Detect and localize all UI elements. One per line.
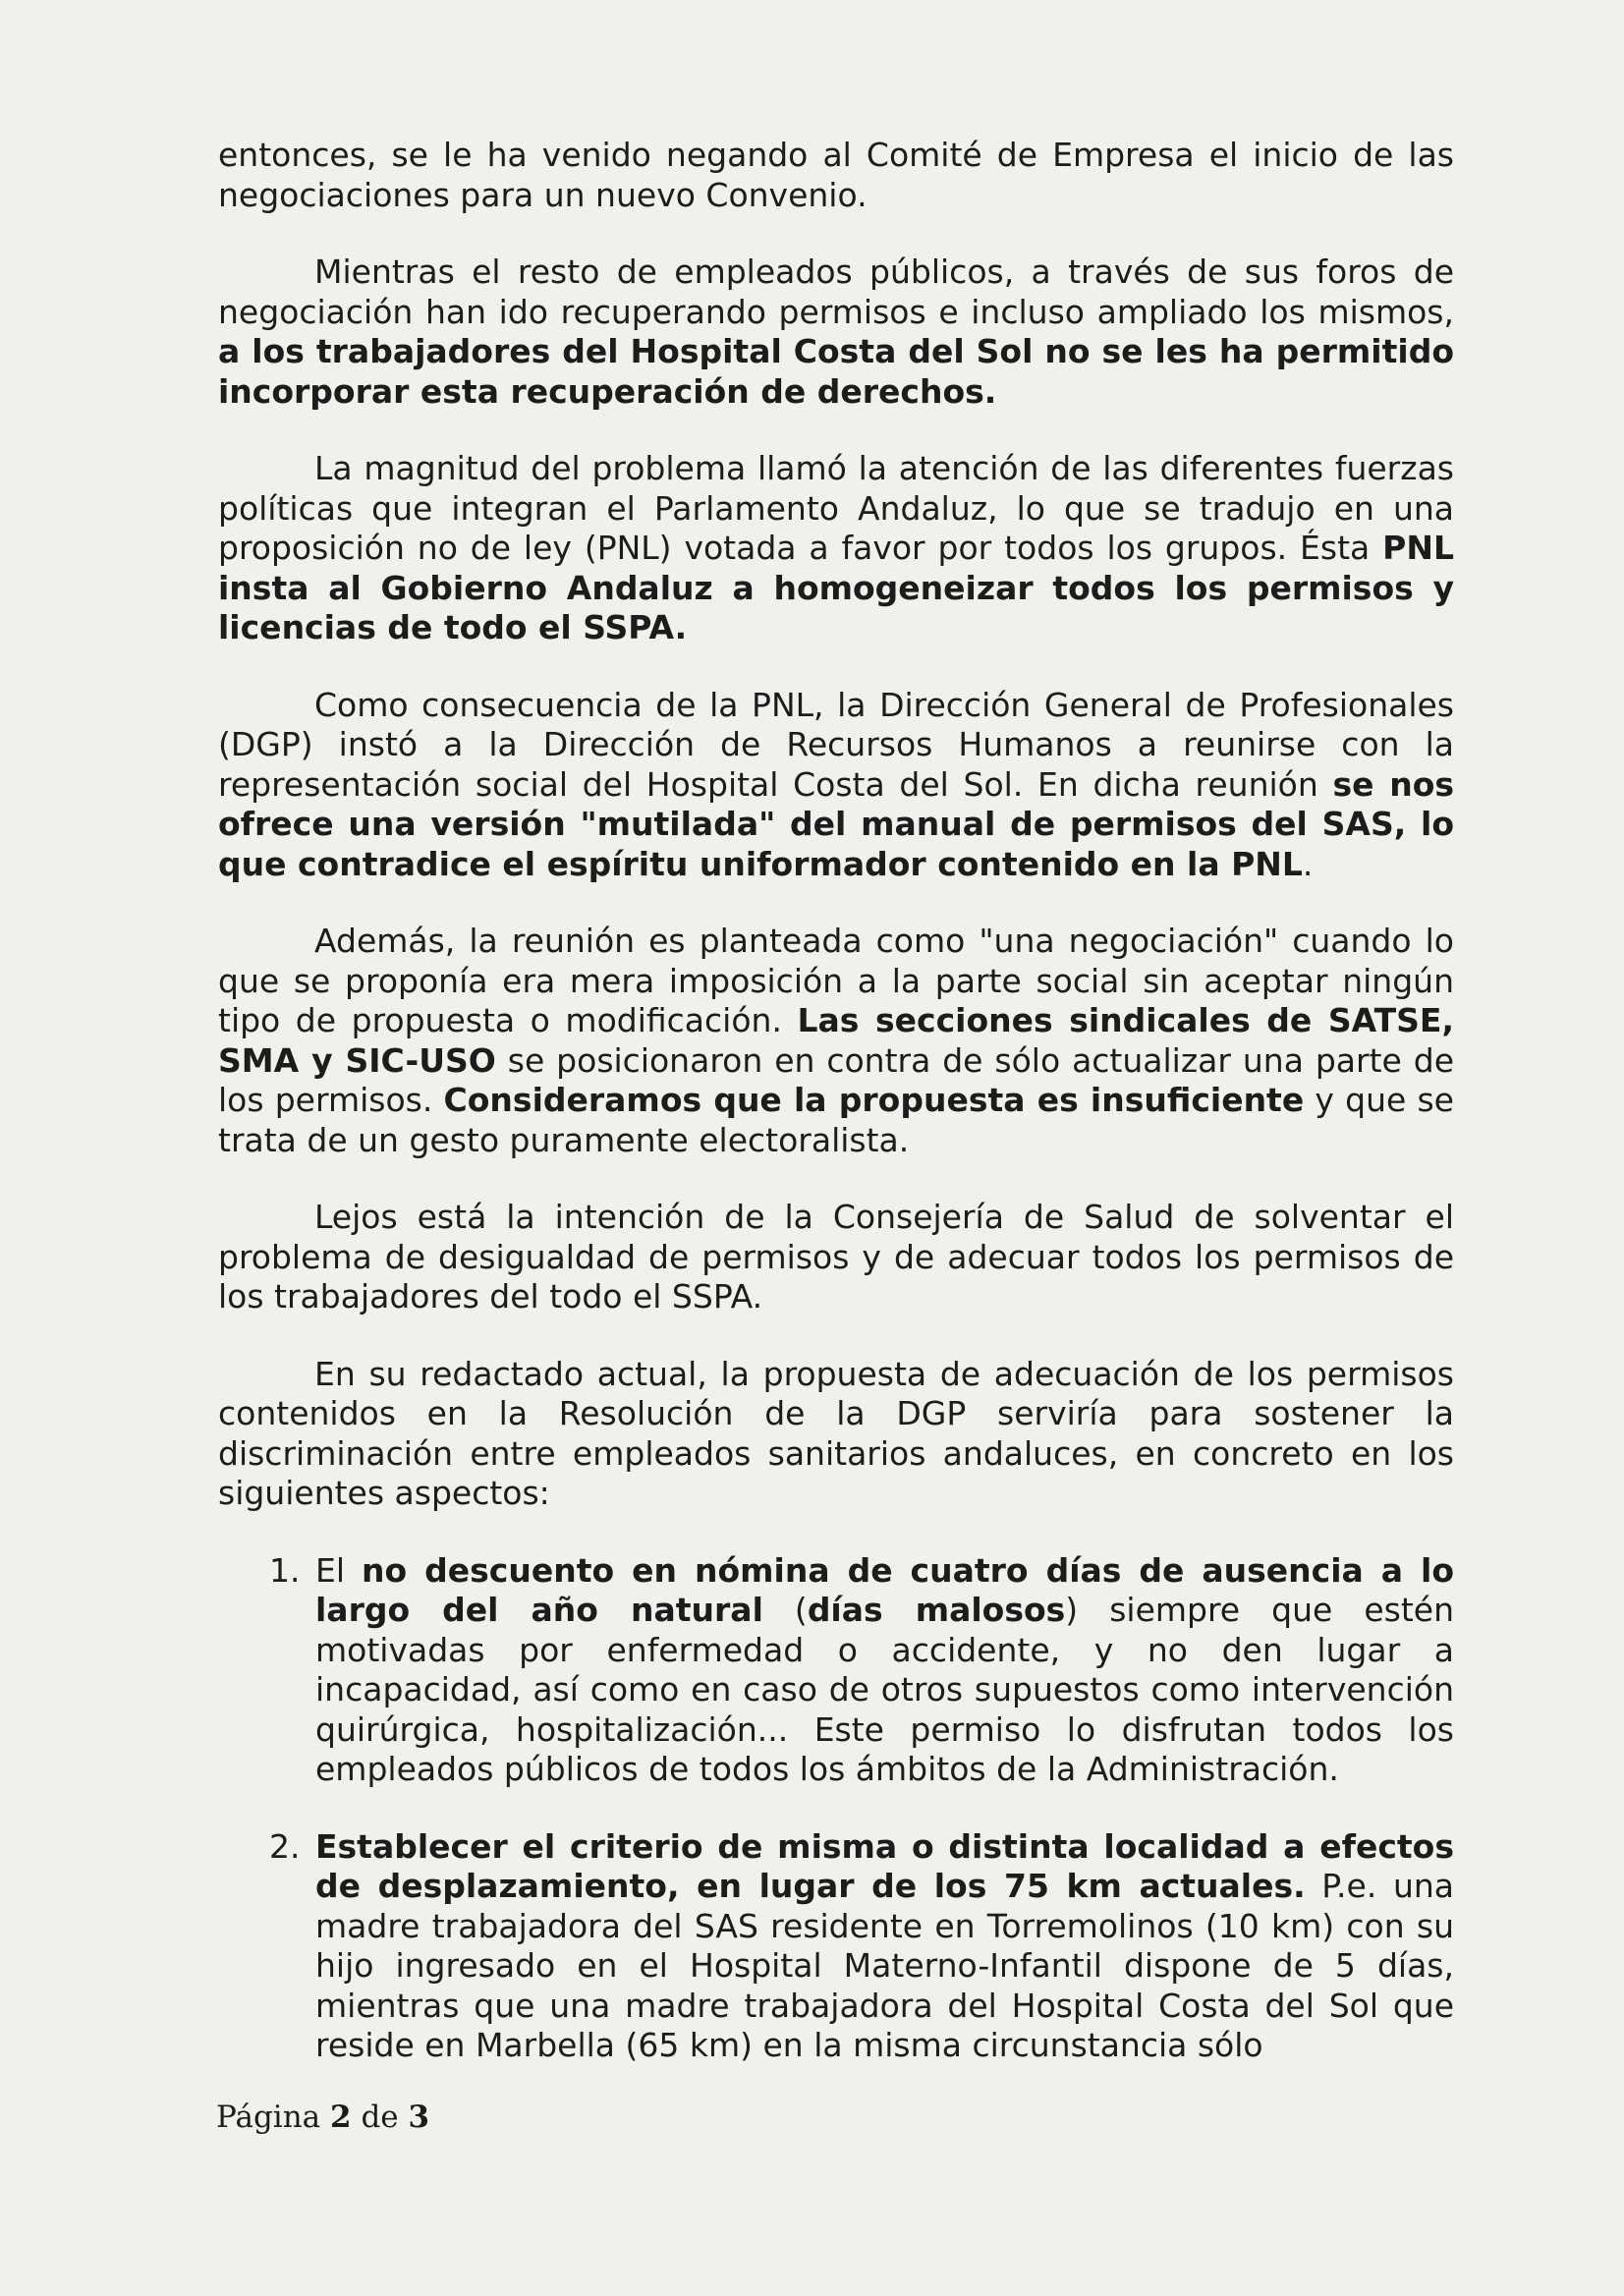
- list-number: 1.: [269, 1550, 301, 1590]
- text-run: Además, la reunión es planteada como "una negociación" cuando lo que se proponía era mera imposición a la parte social sin aceptar ningún tipo de propuesta o modificación.: [218, 922, 1454, 1039]
- text-run: En su redactado actual, la propuesta de adecuación de los permisos contenidos en la Resolución de la DGP serviría para sostener la discriminación entre empleados sanitarios andaluces, en concreto en los siguientes aspectos:: [218, 1354, 1454, 1512]
- text-run: P.e. una madre trabajadora del SAS residente en Torremolinos (10 km) con su hijo ingresado en el Hospital Materno-Infantil dispone de 5 días, mientras que una madre trabajadora del Hospital Costa del Sol que reside en Marbella (65 km) en la misma circunstancia sólo: [315, 1867, 1454, 2064]
- text-run: entonces, se le ha venido negando al Comité de Empresa el inicio de las negociaciones para un nuevo Convenio.: [218, 136, 1454, 214]
- numbered-list: [218, 1551, 1454, 2066]
- paragraphs: [218, 136, 1454, 1514]
- list-item: [218, 1551, 1454, 1790]
- page-separator: de: [361, 2100, 399, 2135]
- text-run: El: [315, 1550, 362, 1590]
- page-label: Página: [216, 2100, 321, 2135]
- bold-text: Establecer el criterio de misma o distinta localidad a efectos de desplazamiento, en lugar de los 75 km actuales.: [315, 1826, 1454, 1905]
- text-run: (: [762, 1591, 808, 1629]
- text-run: ) siempre que estén motivadas por enfermedad o accidente, y no den lugar a incapacidad, así como en caso de otros supuestos como intervención quirúrgica, hospitalización... Este permiso lo disfrutan todos los empleados públicos de todos los ámbitos de la Administración.: [315, 1591, 1454, 1788]
- text-run: La magnitud del problema llamó la atención de las diferentes fuerzas políticas que integran el Parlamento Andaluz, lo que se tradujo en una proposición no de ley (PNL) votada a favor por todos los grupos. Ésta: [218, 449, 1454, 567]
- paragraph: [218, 922, 1454, 1160]
- bold-text: Consideramos que la propuesta es insuficiente: [443, 1081, 1305, 1119]
- bold-text: se nos ofrece una versión "mutilada" del manual de permisos del SAS, lo que contradice el espíritu uniformador contenido en la PNL: [218, 764, 1455, 883]
- text-run: Lejos está la intención de la Consejería de Salud de solventar el problema de desigualdad de permisos y de adecuar todos los permisos de los trabajadores del todo el SSPA.: [218, 1198, 1454, 1316]
- bold-text: Las secciones sindicales de SATSE, SMA y SIC-USO: [218, 1001, 1454, 1080]
- paragraph: [218, 686, 1454, 885]
- document-body: [218, 136, 1454, 2103]
- paragraph: [218, 1198, 1454, 1317]
- list-item: [218, 1827, 1454, 2066]
- text-run: Como consecuencia de la PNL, la Dirección General de Profesionales (DGP) instó a la Dirección de Recursos Humanos a reunirse con la representación social del Hospital Costa del Sol. En dicha reunión: [218, 685, 1454, 804]
- paragraph: [218, 252, 1454, 412]
- text-run: Mientras el resto de empleados públicos, a través de sus foros de negociación han ido recuperando permisos e incluso ampliado los mismos,: [218, 252, 1454, 331]
- paragraph: [218, 449, 1454, 648]
- text-run: y que se trata de un gesto puramente electoralista.: [218, 1081, 1454, 1159]
- bold-text: PNL insta al Gobierno Andaluz a homogeneizar todos los permisos y licencias de todo el SSPA.: [218, 529, 1454, 646]
- text-run: .: [1302, 844, 1314, 883]
- text-run: se posicionaron en contra de sólo actualizar una parte de los permisos.: [218, 1040, 1455, 1119]
- list-number: 2.: [269, 1826, 301, 1866]
- bold-text: no descuento en nómina de cuatro días de ausencia a lo largo del año natural: [315, 1550, 1454, 1629]
- bold-text: a los trabajadores del Hospital Costa del Sol no se les ha permitido incorporar esta recuperación de derechos.: [218, 332, 1454, 411]
- page-footer: [216, 2100, 429, 2135]
- bold-text: días malosos: [807, 1591, 1066, 1629]
- paragraph: [218, 136, 1454, 215]
- page-total: 3: [408, 2100, 430, 2135]
- page-current: 2: [330, 2100, 352, 2135]
- paragraph: [218, 1355, 1454, 1514]
